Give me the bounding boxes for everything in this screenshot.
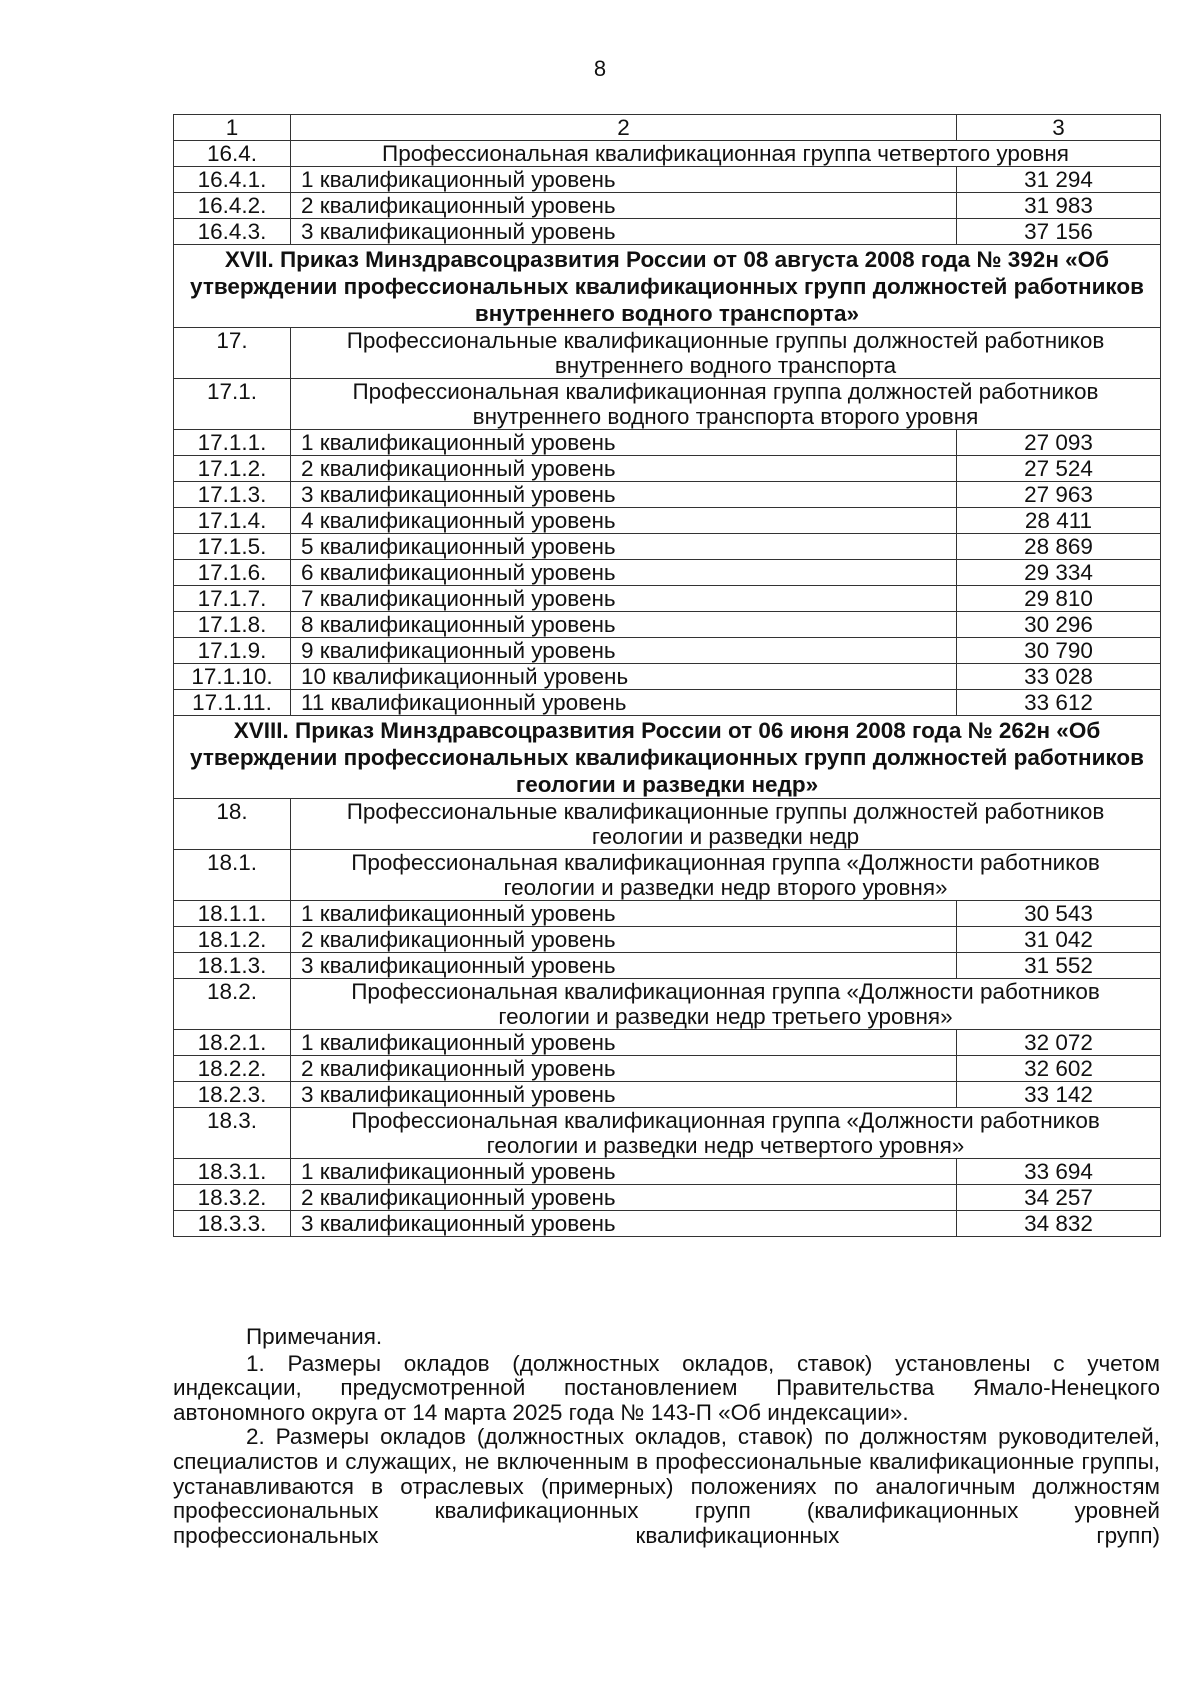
table-row [174, 456, 1161, 482]
row-number: 17.1.7. [174, 586, 291, 612]
level-name: 2 квалификационный уровень [291, 1056, 957, 1082]
group-row [174, 979, 1161, 1030]
salary-value: 33 142 [957, 1082, 1161, 1108]
table-header-row [174, 115, 1161, 141]
row-number: 16.4.3. [174, 219, 291, 245]
salary-value: 28 869 [957, 534, 1161, 560]
table-row [174, 664, 1161, 690]
table-row [174, 193, 1161, 219]
salary-value: 29 810 [957, 586, 1161, 612]
section-heading: XVII. Приказ Минздравсоцразвития России от 08 августа 2008 года № 392н «Об утверждении профессиональных квалификационных групп должностей работников внутреннего водного транспорта» [174, 245, 1161, 328]
level-name: 1 квалификационный уровень [291, 1030, 957, 1056]
section-heading-row [174, 716, 1161, 799]
table-row [174, 1082, 1161, 1108]
level-name: 2 квалификационный уровень [291, 927, 957, 953]
table-row [174, 508, 1161, 534]
row-number: 17.1.3. [174, 482, 291, 508]
table-row [174, 953, 1161, 979]
row-number: 17.1.2. [174, 456, 291, 482]
level-name: 10 квалификационный уровень [291, 664, 957, 690]
table-row [174, 1211, 1161, 1237]
salary-value: 30 296 [957, 612, 1161, 638]
level-name: 9 квалификационный уровень [291, 638, 957, 664]
level-name: 3 квалификационный уровень [291, 219, 957, 245]
row-number: 18.1. [174, 850, 291, 901]
section-heading-row [174, 245, 1161, 328]
row-number: 18.3.1. [174, 1159, 291, 1185]
salary-value: 27 524 [957, 456, 1161, 482]
header-cell-1: 1 [174, 115, 291, 141]
level-name: 1 квалификационный уровень [291, 167, 957, 193]
row-number: 17.1.9. [174, 638, 291, 664]
group-row [174, 141, 1161, 167]
level-name: 2 квалификационный уровень [291, 193, 957, 219]
note-item: 1. Размеры окладов (должностных окладов, ставок) установлены с учетом индексации, предусмотренной постановлением Правительства Ямало-Ненецкого автономного округа от 14 марта 2025 года № 143-П «Об индексации». [173, 1350, 1160, 1425]
group-row [174, 850, 1161, 901]
table-row [174, 612, 1161, 638]
salary-value: 31 042 [957, 927, 1161, 953]
salary-table-wrapper [173, 114, 1160, 1237]
row-number: 18.3.3. [174, 1211, 291, 1237]
salary-value: 27 093 [957, 430, 1161, 456]
note-item: 2. Размеры окладов (должностных окладов, ставок) по должностям руководителей, специалистов и служащих, не включенным в профессиональные квалификационные группы, устанавливаются в отраслевых (примерных) положениях по аналогичным должностям профессиональных квалификационных групп (квалификационных уровней профессиональных квалификационных групп) [173, 1424, 1160, 1548]
row-number: 18.2.2. [174, 1056, 291, 1082]
salary-table-body [174, 115, 1161, 1237]
salary-value: 30 790 [957, 638, 1161, 664]
notes-section [173, 1325, 1160, 1548]
row-number: 18.1.3. [174, 953, 291, 979]
level-name: 4 квалификационный уровень [291, 508, 957, 534]
salary-value: 31 983 [957, 193, 1161, 219]
level-name: 1 квалификационный уровень [291, 430, 957, 456]
row-number: 18.2.1. [174, 1030, 291, 1056]
row-number: 17.1.4. [174, 508, 291, 534]
group-title: Профессиональные квалификационные группы должностей работников внутреннего водного транспорта [291, 328, 1161, 379]
salary-value: 31 552 [957, 953, 1161, 979]
salary-value: 30 543 [957, 901, 1161, 927]
salary-value: 28 411 [957, 508, 1161, 534]
group-row [174, 1108, 1161, 1159]
level-name: 3 квалификационный уровень [291, 1082, 957, 1108]
page-number: 8 [593, 56, 607, 81]
salary-value: 32 602 [957, 1056, 1161, 1082]
table-row [174, 638, 1161, 664]
row-number: 18.3. [174, 1108, 291, 1159]
header-cell-2: 2 [291, 115, 957, 141]
group-title: Профессиональная квалификационная группа четвертого уровня [291, 141, 1161, 167]
table-row [174, 690, 1161, 716]
group-title: Профессиональная квалификационная группа «Должности работников геологии и разведки недр четвертого уровня» [291, 1108, 1161, 1159]
group-row [174, 799, 1161, 850]
salary-value: 32 072 [957, 1030, 1161, 1056]
table-row [174, 586, 1161, 612]
group-title: Профессиональная квалификационная группа должностей работников внутреннего водного транспорта второго уровня [291, 379, 1161, 430]
salary-value: 34 257 [957, 1185, 1161, 1211]
table-row [174, 430, 1161, 456]
salary-value: 34 832 [957, 1211, 1161, 1237]
level-name: 2 квалификационный уровень [291, 1185, 957, 1211]
row-number: 17. [174, 328, 291, 379]
table-row [174, 1159, 1161, 1185]
level-name: 1 квалификационный уровень [291, 1159, 957, 1185]
salary-value: 27 963 [957, 482, 1161, 508]
row-number: 16.4. [174, 141, 291, 167]
row-number: 16.4.2. [174, 193, 291, 219]
row-number: 17.1.10. [174, 664, 291, 690]
salary-value: 33 694 [957, 1159, 1161, 1185]
level-name: 7 квалификационный уровень [291, 586, 957, 612]
table-row [174, 167, 1161, 193]
salary-value: 33 028 [957, 664, 1161, 690]
table-row [174, 1185, 1161, 1211]
group-title: Профессиональная квалификационная группа «Должности работников геологии и разведки недр третьего уровня» [291, 979, 1161, 1030]
table-row [174, 1056, 1161, 1082]
row-number: 17.1.11. [174, 690, 291, 716]
row-number: 17.1.6. [174, 560, 291, 586]
level-name: 11 квалификационный уровень [291, 690, 957, 716]
row-number: 18.1.1. [174, 901, 291, 927]
salary-table [173, 114, 1161, 1237]
level-name: 2 квалификационный уровень [291, 456, 957, 482]
row-number: 17.1.8. [174, 612, 291, 638]
group-row [174, 379, 1161, 430]
row-number: 18.2. [174, 979, 291, 1030]
row-number: 16.4.1. [174, 167, 291, 193]
salary-value: 31 294 [957, 167, 1161, 193]
group-title: Профессиональные квалификационные группы должностей работников геологии и разведки недр [291, 799, 1161, 850]
row-number: 17.1.5. [174, 534, 291, 560]
level-name: 5 квалификационный уровень [291, 534, 957, 560]
notes-title: Примечания. [246, 1324, 383, 1349]
section-heading: XVIII. Приказ Минздравсоцразвития России от 06 июня 2008 года № 262н «Об утверждении профессиональных квалификационных групп должностей работников геологии и разведки недр» [174, 716, 1161, 799]
row-number: 18.3.2. [174, 1185, 291, 1211]
table-row [174, 482, 1161, 508]
salary-value: 33 612 [957, 690, 1161, 716]
table-row [174, 560, 1161, 586]
row-number: 18.1.2. [174, 927, 291, 953]
table-row [174, 534, 1161, 560]
salary-value: 29 334 [957, 560, 1161, 586]
group-title: Профессиональная квалификационная группа «Должности работников геологии и разведки недр второго уровня» [291, 850, 1161, 901]
header-cell-3: 3 [957, 115, 1161, 141]
row-number: 17.1. [174, 379, 291, 430]
table-row [174, 927, 1161, 953]
row-number: 17.1.1. [174, 430, 291, 456]
level-name: 1 квалификационный уровень [291, 901, 957, 927]
table-row [174, 901, 1161, 927]
row-number: 18. [174, 799, 291, 850]
group-row [174, 328, 1161, 379]
salary-value: 37 156 [957, 219, 1161, 245]
row-number: 18.2.3. [174, 1082, 291, 1108]
table-row [174, 1030, 1161, 1056]
level-name: 8 квалификационный уровень [291, 612, 957, 638]
level-name: 6 квалификационный уровень [291, 560, 957, 586]
level-name: 3 квалификационный уровень [291, 953, 957, 979]
level-name: 3 квалификационный уровень [291, 482, 957, 508]
level-name: 3 квалификационный уровень [291, 1211, 957, 1237]
table-row [174, 219, 1161, 245]
